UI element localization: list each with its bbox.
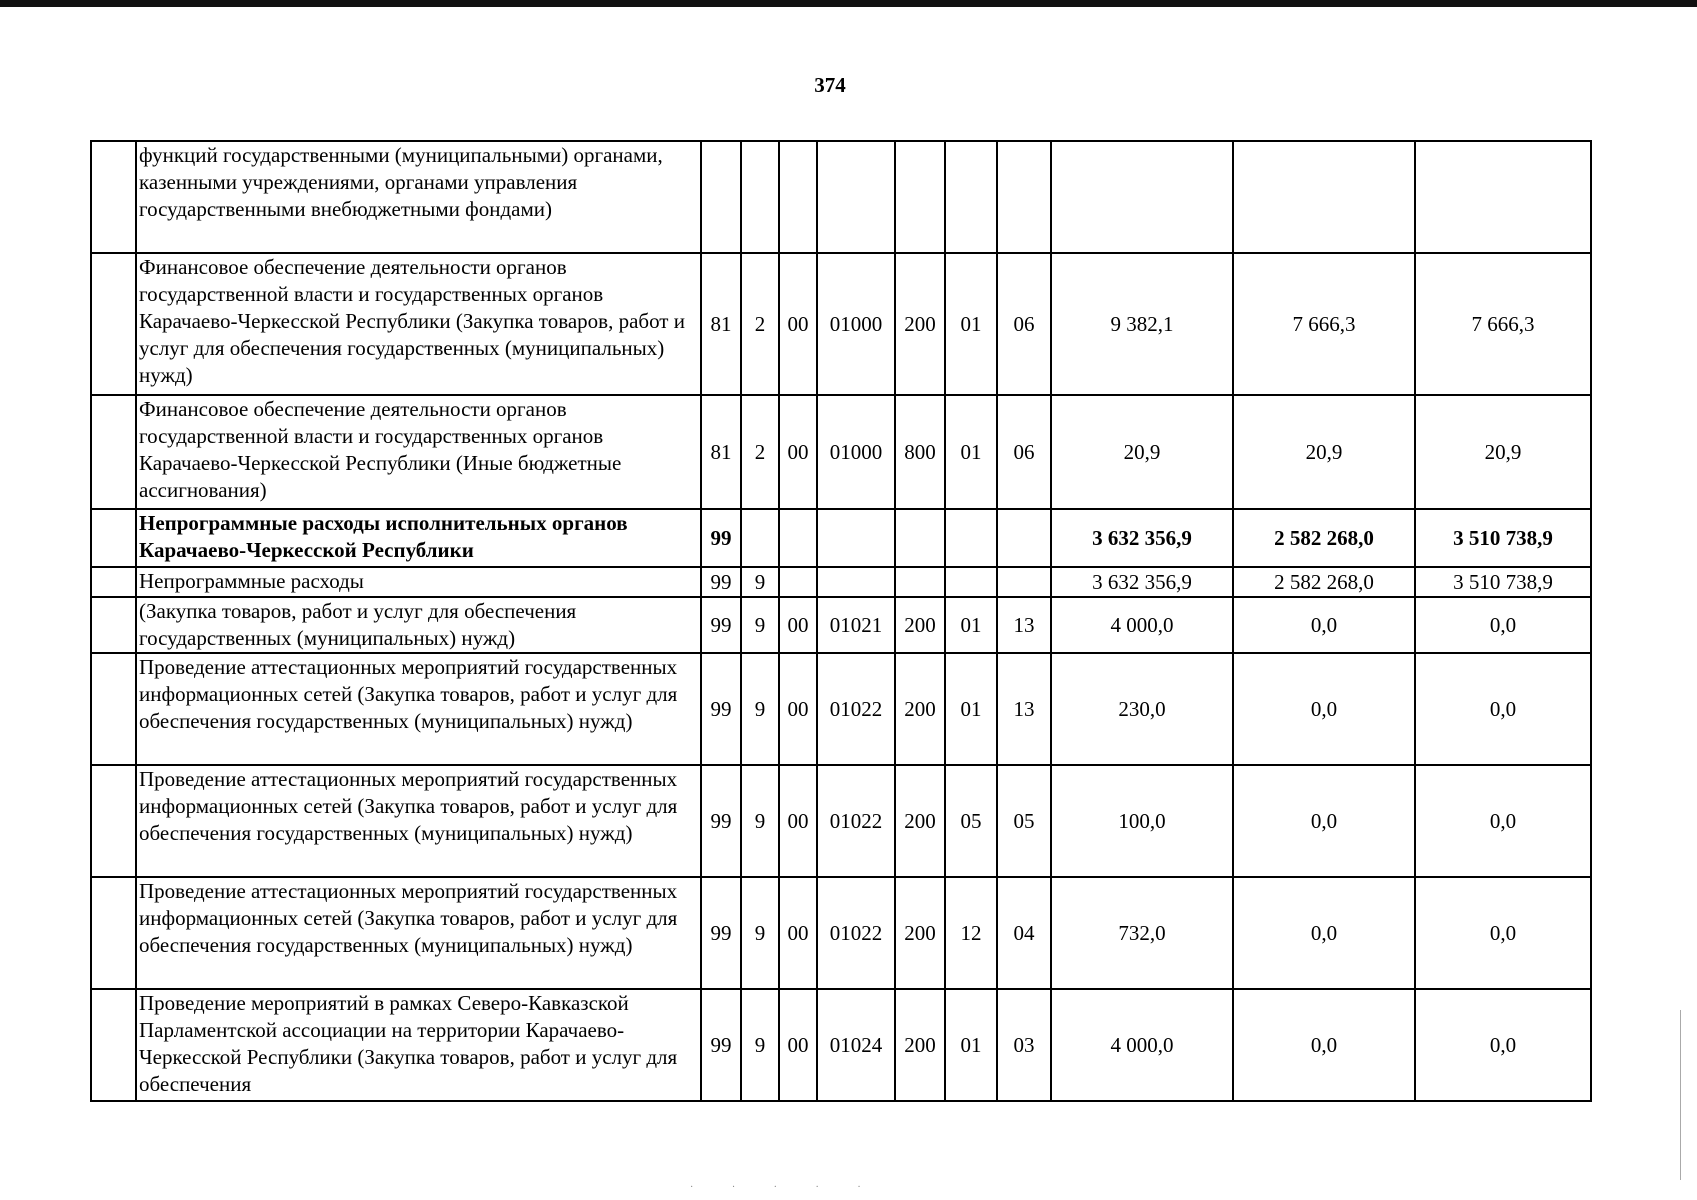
code-expense-type-cell: 200 (895, 765, 945, 877)
amount-year-3-cell: 0,0 (1415, 653, 1591, 765)
scan-edge-mark (1680, 1010, 1681, 1180)
code-program-cell: 99 (701, 989, 741, 1101)
code-program-cell: 81 (701, 253, 741, 395)
item-name-cell: Проведение аттестационных мероприятий государственных информационных сетей (Закупка товаров, работ и услуг для обеспечения государственных (муниципальных) нужд) (136, 877, 701, 989)
code-subsection-cell: 13 (997, 597, 1051, 653)
code-program-cell: 99 (701, 597, 741, 653)
code-section-cell: 01 (945, 653, 997, 765)
amount-year-1-cell: 100,0 (1051, 765, 1233, 877)
code-section-cell: 01 (945, 253, 997, 395)
table-row (91, 567, 1591, 597)
item-name-cell: Непрограммные расходы (136, 567, 701, 597)
code-section-cell (945, 509, 997, 567)
code-subprogram-cell: 9 (741, 567, 779, 597)
code-section-cell (945, 567, 997, 597)
code-subprogram-cell: 9 (741, 597, 779, 653)
code-target-cell: 01021 (817, 597, 895, 653)
table-row (91, 765, 1591, 877)
amount-year-3-cell: 7 666,3 (1415, 253, 1591, 395)
table-row (91, 509, 1591, 567)
code-target-cell: 01022 (817, 877, 895, 989)
code-target-cell: 01022 (817, 653, 895, 765)
code-subsection-cell (997, 567, 1051, 597)
table-row (91, 989, 1591, 1101)
amount-year-3-cell: 0,0 (1415, 597, 1591, 653)
table-row (91, 141, 1591, 253)
code-subprogram-cell: 9 (741, 877, 779, 989)
amount-year-3-cell: 0,0 (1415, 877, 1591, 989)
table-row (91, 653, 1591, 765)
code-section-cell: 01 (945, 395, 997, 509)
code-subsection-cell: 05 (997, 765, 1051, 877)
code-direction-cell: 00 (779, 253, 817, 395)
code-expense-type-cell: 200 (895, 597, 945, 653)
row-number-cell (91, 395, 136, 509)
item-name-cell: (Закупка товаров, работ и услуг для обеспечения государственных (муниципальных) нужд) (136, 597, 701, 653)
amount-year-2-cell: 2 582 268,0 (1233, 567, 1415, 597)
amount-year-2-cell: 0,0 (1233, 597, 1415, 653)
item-name-cell: Проведение аттестационных мероприятий государственных информационных сетей (Закупка товаров, работ и услуг для обеспечения государственных (муниципальных) нужд) (136, 765, 701, 877)
code-expense-type-cell: 200 (895, 653, 945, 765)
table-row (91, 253, 1591, 395)
code-section-cell: 01 (945, 989, 997, 1101)
row-number-cell (91, 653, 136, 765)
code-expense-type-cell: 200 (895, 989, 945, 1101)
row-number-cell (91, 141, 136, 253)
code-direction-cell: 00 (779, 597, 817, 653)
code-direction-cell: 00 (779, 765, 817, 877)
scan-noise: · · · · · (690, 1182, 879, 1193)
amount-year-2-cell: 2 582 268,0 (1233, 509, 1415, 567)
amount-year-2-cell: 7 666,3 (1233, 253, 1415, 395)
amount-year-1-cell: 732,0 (1051, 877, 1233, 989)
table-row (91, 395, 1591, 509)
row-number-cell (91, 877, 136, 989)
amount-year-2-cell: 20,9 (1233, 395, 1415, 509)
code-expense-type-cell (895, 567, 945, 597)
amount-year-2-cell: 0,0 (1233, 765, 1415, 877)
code-expense-type-cell: 200 (895, 253, 945, 395)
code-section-cell (945, 141, 997, 253)
row-number-cell (91, 253, 136, 395)
amount-year-2-cell (1233, 141, 1415, 253)
code-subprogram-cell: 2 (741, 395, 779, 509)
item-name-cell: Проведение аттестационных мероприятий государственных информационных сетей (Закупка товаров, работ и услуг для обеспечения государственных (муниципальных) нужд) (136, 653, 701, 765)
code-direction-cell: 00 (779, 395, 817, 509)
code-subprogram-cell (741, 509, 779, 567)
code-section-cell: 05 (945, 765, 997, 877)
code-subsection-cell (997, 509, 1051, 567)
code-subprogram-cell: 9 (741, 765, 779, 877)
amount-year-3-cell: 20,9 (1415, 395, 1591, 509)
amount-year-3-cell: 3 510 738,9 (1415, 509, 1591, 567)
code-program-cell: 81 (701, 395, 741, 509)
code-target-cell: 01022 (817, 765, 895, 877)
budget-table (90, 140, 1592, 1102)
table-row (91, 877, 1591, 989)
code-expense-type-cell: 200 (895, 877, 945, 989)
code-section-cell: 12 (945, 877, 997, 989)
code-section-cell: 01 (945, 597, 997, 653)
row-number-cell (91, 765, 136, 877)
code-target-cell: 01000 (817, 395, 895, 509)
code-program-cell: 99 (701, 877, 741, 989)
code-subprogram-cell (741, 141, 779, 253)
code-program-cell: 99 (701, 653, 741, 765)
code-target-cell: 01024 (817, 989, 895, 1101)
amount-year-1-cell: 230,0 (1051, 653, 1233, 765)
code-subsection-cell: 06 (997, 395, 1051, 509)
code-direction-cell (779, 141, 817, 253)
code-program-cell: 99 (701, 567, 741, 597)
code-subsection-cell: 03 (997, 989, 1051, 1101)
amount-year-3-cell: 0,0 (1415, 765, 1591, 877)
table-row (91, 597, 1591, 653)
amount-year-1-cell: 4 000,0 (1051, 989, 1233, 1101)
code-target-cell (817, 509, 895, 567)
amount-year-3-cell (1415, 141, 1591, 253)
code-target-cell: 01000 (817, 253, 895, 395)
code-expense-type-cell (895, 509, 945, 567)
amount-year-2-cell: 0,0 (1233, 989, 1415, 1101)
item-name-cell: Финансовое обеспечение деятельности органов государственной власти и государственных органов Карачаево-Черкесской Республики (Иные бюджетные ассигнования) (136, 395, 701, 509)
code-program-cell: 99 (701, 509, 741, 567)
code-target-cell (817, 567, 895, 597)
budget-table-body (91, 141, 1591, 1101)
code-direction-cell: 00 (779, 989, 817, 1101)
item-name-cell: функций государственными (муниципальными) органами, казенными учреждениями, органами управления государственными внебюджетными фондами) (136, 141, 701, 253)
row-number-cell (91, 989, 136, 1101)
scan-top-border (0, 0, 1697, 7)
code-direction-cell (779, 509, 817, 567)
code-direction-cell: 00 (779, 877, 817, 989)
code-program-cell (701, 141, 741, 253)
row-number-cell (91, 597, 136, 653)
code-subsection-cell: 04 (997, 877, 1051, 989)
code-subprogram-cell: 9 (741, 989, 779, 1101)
code-subprogram-cell: 9 (741, 653, 779, 765)
amount-year-3-cell: 3 510 738,9 (1415, 567, 1591, 597)
page-number: 374 (814, 73, 846, 97)
amount-year-1-cell: 4 000,0 (1051, 597, 1233, 653)
row-number-cell (91, 509, 136, 567)
code-expense-type-cell: 800 (895, 395, 945, 509)
code-subsection-cell (997, 141, 1051, 253)
row-number-cell (91, 567, 136, 597)
amount-year-2-cell: 0,0 (1233, 877, 1415, 989)
item-name-cell: Непрограммные расходы исполнительных органов Карачаево-Черкесской Республики (136, 509, 701, 567)
code-program-cell: 99 (701, 765, 741, 877)
amount-year-3-cell: 0,0 (1415, 989, 1591, 1101)
amount-year-1-cell: 3 632 356,9 (1051, 509, 1233, 567)
code-direction-cell: 00 (779, 653, 817, 765)
item-name-cell: Проведение мероприятий в рамках Северо-Кавказской Парламентской ассоциации на территории Карачаево-Черкесской Республики (Закупка товаров, работ и услуг для обеспечения (136, 989, 701, 1101)
code-direction-cell (779, 567, 817, 597)
item-name-cell: Финансовое обеспечение деятельности органов государственной власти и государственных органов Карачаево-Черкесской Республики (Закупка товаров, работ и услуг для обеспечения государственных (муниципальных) нужд) (136, 253, 701, 395)
code-target-cell (817, 141, 895, 253)
code-expense-type-cell (895, 141, 945, 253)
code-subsection-cell: 06 (997, 253, 1051, 395)
code-subsection-cell: 13 (997, 653, 1051, 765)
amount-year-1-cell (1051, 141, 1233, 253)
amount-year-1-cell: 9 382,1 (1051, 253, 1233, 395)
amount-year-1-cell: 3 632 356,9 (1051, 567, 1233, 597)
code-subprogram-cell: 2 (741, 253, 779, 395)
amount-year-2-cell: 0,0 (1233, 653, 1415, 765)
amount-year-1-cell: 20,9 (1051, 395, 1233, 509)
